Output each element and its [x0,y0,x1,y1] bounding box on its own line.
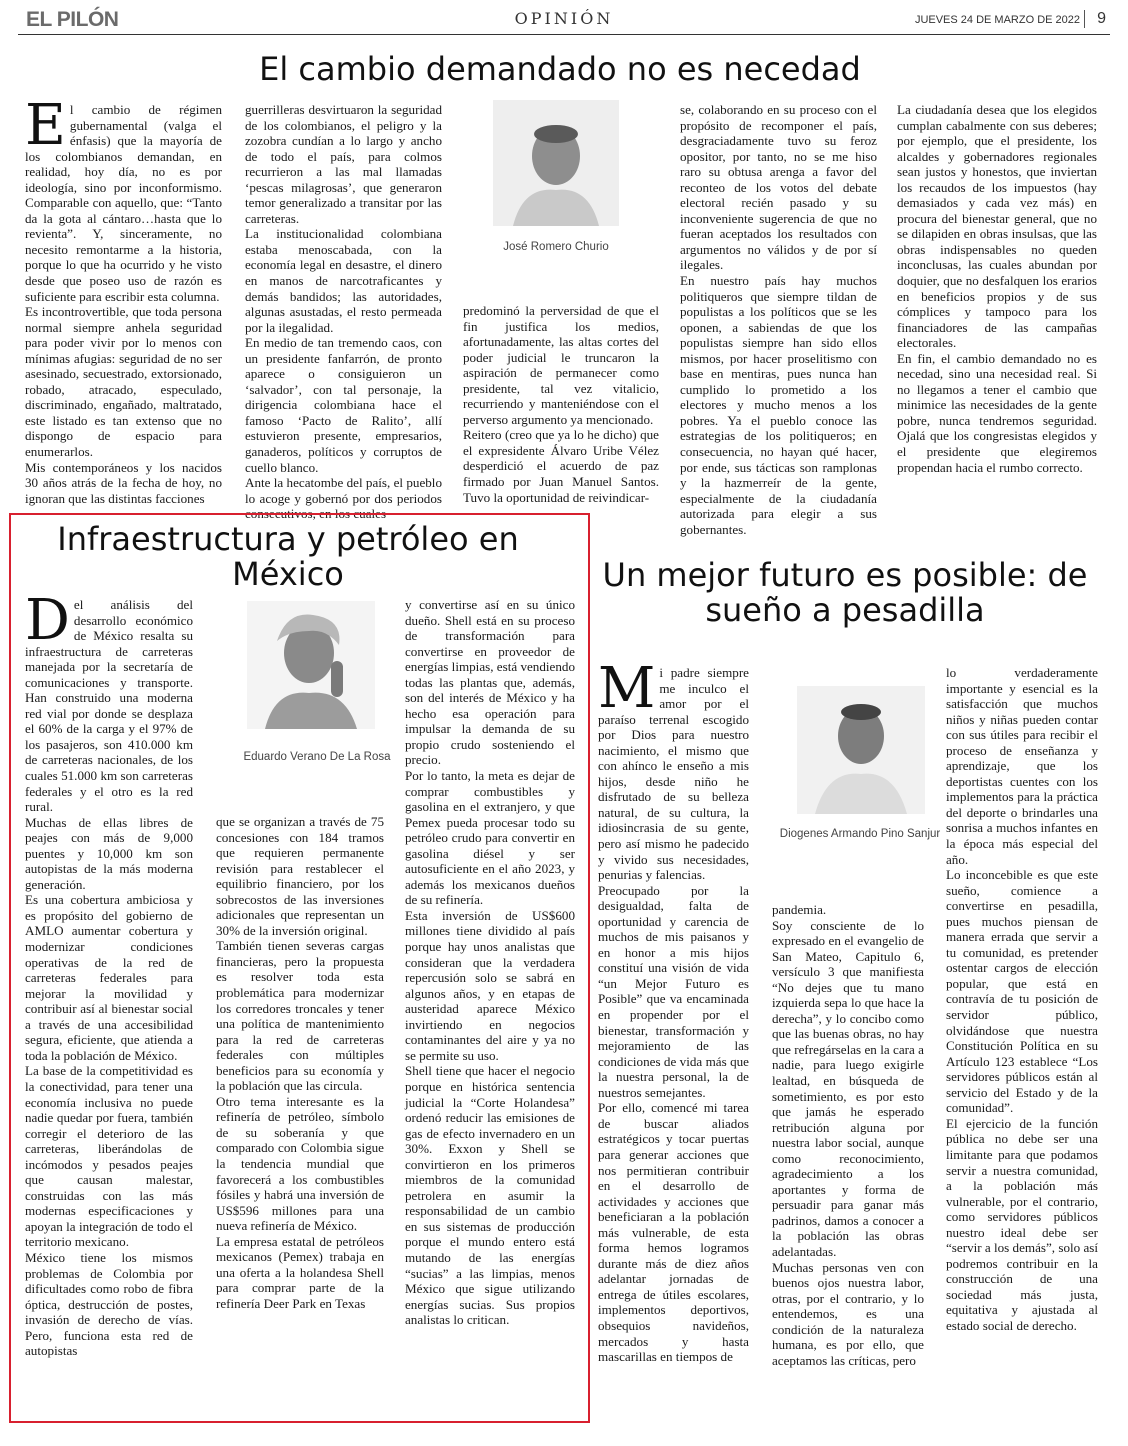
page-number: 9 [1084,10,1106,28]
article-column: que se organizan a través de 75 concesiones con 184 tramos que requieren permanente revisión para restablecer el equilibrio financiero, por los sobrecostos de las inversiones adicionales que representan un 30% de la inversión original. También tienen severas cargas financieras, pero la propuesta es resolver toda esta problemática para modernizar los corredores troncales y tener una política de mantenimiento para la red de carreteras federales con múltiples beneficios para su economía y la población que las circula. Otro tema interesante es la refinería de petróleo, símbolo de su soberanía y que comparado con Colombia sigue la tendencia mundial que favorecerá a los combustibles fósiles y habrá una inversión de US$596 millones para una nueva refinería de México. La empresa estatal de petróleos mexicanos (Pemex) trabaja en una oferta a la holandesa Shell para comprar parte de la refinería Deer Park en Texas [216,814,384,1311]
article-column: E l cambio de régimen gubernamental (valga el énfasis) que la mayoría de los colombianos demandan, en realidad, hoy día, no es por ideología, sino por inconformismo. Comparable con aquello, que: “Tanto da la gota al cántaro…hasta que lo revienta”. Y, sinceramente, no necesito remontarme a la historia, porque lo que ha ocurrido y he visto desde que poseo uso de razón es suficiente para escribir esta columna. Es incontrovertible, que toda persona normal siempre anhela seguridad para poder vivir por lo menos con mínimas afugias: seguridad de no ser asesinado, secuestrado, extorsionado, robado, atracado, especulado, discriminado, engañado, maltratado, este listado es tan extenso que no dispongo de espacio para enumerarlos. Mis contemporáneos y los nacidos 30 años atrás de la fecha de hoy, no ignoran que las distintas facciones [25,93,222,506]
article-column: D el análisis del desarrollo económico de México resalta su infraestructura de carreteras manejada por la secretaría de comunicaciones y transporte. Han construido una moderna red vial por donde se desplaza el 60% de la carga y el 97% de los pasajeros, son 410.000 km de carreteras nacionales, de los cuales 51.000 km son carreteras federales y el otro es la red rural. Muchas de ellas libres de peajes con más de 9,000 puentes y 10,000 km son autopistas de la más moderna generación. Es una cobertura ambiciosa y es propósito del gobierno de AMLO aumentar cobertura y modernizar condiciones operativas de la red de carreteras federales para mejorar la movilidad y contribuir así al bienestar social a través de una accesibilidad segura, eficiente, que atienda a toda la población de México. La base de la competitividad es la conectividad, para tener una economía inclusiva no puede nadie quedar por fuera, también corregir el deterioro de las carreteras, liberándolas de incómodos y pesados peajes que causan malestar, construidas con las más modernas especificaciones y apoyan la integración de todo el territorio mexicano. México tiene los mismos problemas de Colombia por dificultades como robo de fibra óptica, destrucción de postes, invasión de derecho de vías. Pero, funciona esta red de autopistas [25,588,193,1359]
article-column: La ciudadanía desea que los elegidos cumplan cabalmente con sus deberes; por ejemplo, que el presidente, los alcaldes y gobernadores regionales sean justos y honestos, que inviertan los recaudos de los impuestos (hay demasiados y cada vez más) en procura del bienestar general, que no se dilapiden en obras insulsas, que las obras indispensables no queden inconclusas, las cuales abundan por doquier, que no desfalquen los erarios en beneficios propios y de sus cómplices y tampoco para los financiadores de las campañas electorales. En fin, el cambio demandado no es necedad, sino una necesidad real. Si no llegamos a tener el cambio que minimice las necesidades de la gente pobre, nunca tendremos seguridad. Ojalá que los congresistas elegidos y el presidente que elegiremos propendan hacia el rumbo correcto. [897,102,1097,475]
article-column: pandemia. Soy consciente de lo expresado en el evangelio de San Mateo, Capitulo 6, versículo 3 que manifiesta “No dejes que tu mano izquierda sepa lo que hace la derecha”, y lo concibo como que las buenas obras, no hay que refregárselas en la cara a nadie, para luego exigirle lealtad, en búsqueda de sometimiento, es por esto que jamás he esperado retribución alguna por nuestra labor social, aunque como reconocimiento, agradecimiento a los aportantes y forma de persuadir para ganar más padrinos, damos a conocer a la población las obras adelantadas. Muchas personas ven con buenos ojos nuestra labor, otras, por el contrario, y lo entendemos, es una condición de la naturaleza humana, es por ello, que aceptamos las críticas, pero [772,902,924,1368]
article-headline: El cambio demandado no es necedad [259,50,861,88]
author-portrait-icon [797,686,925,814]
newspaper-logo: EL PILÓN [26,8,119,31]
author-photo [493,100,619,226]
masthead [0,0,1128,40]
article-headline: Infraestructura y petróleo en México [57,520,519,593]
article-column: se, colaborando en su proceso con el propósito de recomponer el país, desgraciadamente tuvo su feroz opositor, por tanto, no se me hiso raro su obtusa arenga a favor del reconteo de los votos del debate electoral recién pasado y su inconveniente sugerencia de que no fueran aceptados los resultados con argumentos no válidos y de por sí ilegales. En nuestro país hay muchos politiqueros que siempre tildan de populistas a los políticos que se les oponen, a sabiendas de que los populistas siempre han sido ellos mismos, por hacer proselitismo con base en mentiras, pues nunca han cumplido lo prometido a los electores y mucho menos a los pobres. Ya el pueblo conoce las estrategias de los politiqueros; en consecuencia, no hayan qué hacer, por ende, sus tácticas son ramplonas y la hazmerreír de la gente, especialmente de la ciudadanía autorizada para elegir a sus gobernantes. [680,102,877,537]
author-photo [797,686,925,814]
masthead-divider [18,34,1110,35]
author-byline: Eduardo Verano De La Rosa [243,751,391,763]
author-byline: José Romero Churio [503,241,609,253]
author-portrait-icon [247,601,375,729]
article-column: y convertirse así en su único dueño. Shell está en su proceso de transformación para convertirse en proveedor de energías limpias, está vendiendo todas las plantas que, además, son del interés de México y ha hecho esa operación para impulsar la demanda de su propio crudo sosteniendo el precio. Por lo tanto, la meta es dejar de comprar combustibles y gasolina en el extranjero, y que Pemex pueda procesar todo su petróleo crudo para convertir en gasolina diésel y ser autosuficiente en el año 2023, y además los mexicanos dueños de su refinería. Esta inversión de US$600 millones tiene dividido al país porque hay unos analistas que consideran que la verdadera repercusión solo se sabrá en algunos años, y en etapas de austeridad aparece México invirtiendo en negocios contaminantes del aire y ya no se permite su uso. Shell tiene que hacer el negocio porque en histórica sentencia judicial la “Corte Holandesa” ordenó reducir las emisiones de gas de efecto invernadero en un 30%. Exxon y Shell se convirtieron en los primeros miembros de la comunidad petrolera en asumir la responsabilidad de un cambio en sus sistemas de producción porque el mundo entero está mutando de las energías “sucias” a las limpias, menos México que sigue utilizando energías sucias. Sus propios analistas lo critican. [405,597,575,1328]
article-column: M i padre siempre me inculco el amor por el paraíso terrenal escogido por Dios para nuestro nacimiento, el mismo que con ahínco le enseño a mis hijos, desde niño he disfrutado de su belleza natural, de su cultura, la idiosincrasia de su gente, pero así mismo he padecido y vivido sus necesidades, penurias y falencias. Preocupado por la desigualdad, falta de oportunidad y carencia de muchos de mis paisanos y en honor a mis hijos constituí una visión de vida “un Mejor Futuro es Posible” que va encaminada en propender por el bienestar, transformación y mejoramiento de las condiciones de vida más que la nuestra personal, la de nuestros semejantes. Por ello, comencé mi tarea de buscar aliados estratégicos y tocar puertas para generar acciones que nos permitieran contribuir en el desarrollo de actividades y acciones que beneficiaran a la población más vulnerable, de esta forma hemos logramos durante más de diez años adelantar jornadas de entrega de útiles escolares, implementos deportivos, obsequios navideños, mercados y hasta mascarillas en tiempos de [598,656,749,1365]
author-photo [247,601,375,729]
author-byline: Diogenes Armando Pino Sanjur [779,828,941,840]
drop-cap: M [598,656,656,721]
issue-date: JUEVES 24 DE MARZO DE 2022 [914,14,1080,26]
article-column: predominó la perversidad de que el fin justifica los medios, afortunadamente, las altas cortes del poder judicial le truncaron la aspiración de permanecer como presidente, tal vez vitalicio, recurriendo y manteniéndose con el perverso argumento ya mencionado. Reitero (creo que ya lo he dicho) que el expresidente Álvaro Uribe Vélez desperdició el acuerdo de paz firmado por Juan Manuel Santos. Tuvo la oportunidad de reivindicar- [463,303,659,505]
article-column: guerrilleras desvirtuaron la seguridad de los colombianos, el peligro y la zozobra cundían a lo largo y ancho de todo el país, para colmos recurrieron a las mal llamadas ‘pescas milagrosas’, que generaron temor generalizado a transitar por las carreteras. La institucionalidad colombiana estaba menoscabada, con la economía legal en desastre, el dinero en manos de narcotraficantes y demás bandidos; las autoridades, algunas asustadas, el resto permeada por la ilegalidad. En medio de tan tremendo caos, con un presidente fanfarrón, de pronto aparece o consiguieron un ‘salvador’, con tal personaje, la dirigencia colombiana hace el famoso ‘Pacto de Ralito’, allí estuvieron presente, empresarios, ganaderos, políticos y corruptos de cuello blanco. Ante la hecatombe del país, el pueblo lo acoge y gobernó por dos periodos consecutivos, en los cuales [245,102,442,522]
author-portrait-icon [493,100,619,226]
article-column: lo verdaderamente importante y esencial es la satisfacción que muchos niños y niñas pueden contar con sus útiles para recibir el proceso de enseñanza y aprendizaje, que los deportistas cuentes con los implementos para la práctica del deporte o brindarles una sonrisa a muchos infantes en la época más especial del año. Lo inconcebible es que este sueño, comience a convertirse en pesadilla, pues muchos piensan de manera errada que servir a tu comunidad, es pretender ostentar cargos de elección popular, que está en contravía de tu posición de servidor público, olvidándose que nuestra Constitución Política en su Artículo 123 establece “Los servidores públicos están al servicio del Estado y de la comunidad”. El ejercicio de la función pública no debe ser una limitante para que podamos servir a nuestra comunidad, a la población más vulnerable, por el contrario, como servidores públicos nuestro ideal debe ser “servir a los demás”, solo así podremos contribuir en la construcción de una sociedad más justa, equitativa y ajustada al estado social de derecho. [946,665,1098,1333]
article-headline: Un mejor futuro es posible: de sueño a pesadilla [602,556,1088,629]
section-title: OPINIÓN [514,9,614,28]
drop-cap: E [25,93,66,158]
drop-cap: D [25,588,70,653]
